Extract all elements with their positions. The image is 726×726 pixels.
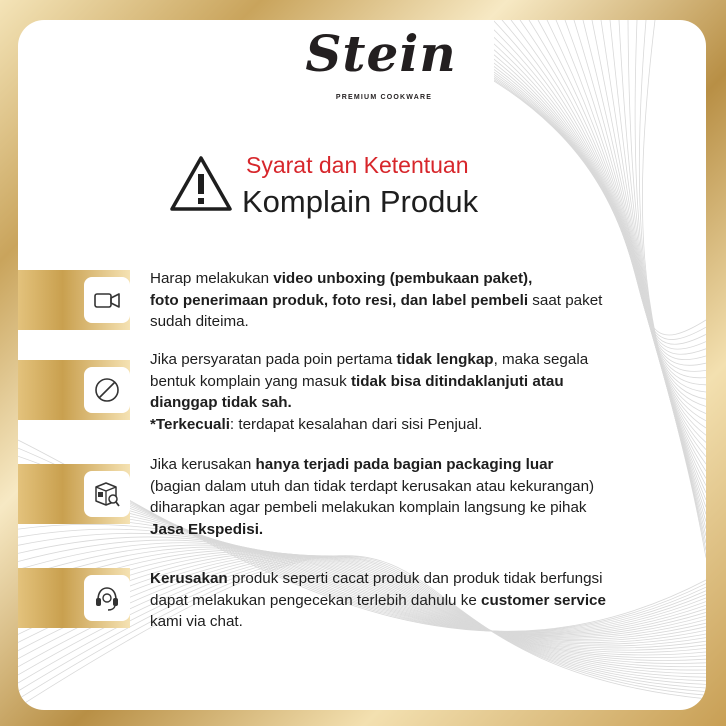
item-text-run: bentuk komplain yang masuk: [150, 372, 351, 390]
item-text-run: saat paket: [528, 291, 603, 309]
content-card: [18, 20, 706, 710]
item-text-run: , maka segala: [493, 351, 589, 368]
item-text-run: foto penerimaan produk, foto resi, dan label pembeli: [150, 291, 529, 309]
item-icon-box-2: [84, 367, 130, 413]
header: [168, 150, 588, 240]
item-text-3: [150, 454, 670, 540]
item-text-run: tidak lengkap: [396, 351, 494, 368]
prohibited-icon: [92, 375, 122, 405]
item-text-run: *Terkecuali: [150, 415, 230, 433]
item-text-run: Jika kerusakan: [150, 456, 256, 473]
item-text-1: [150, 268, 670, 333]
brand-tagline: PREMIUM COOKWARE: [335, 94, 433, 101]
damaged-package-icon: [92, 479, 122, 509]
item-text-4: [150, 568, 670, 633]
item-text-2: [150, 349, 670, 435]
brand-name: Stein: [305, 24, 457, 83]
item-icon-box-1: [84, 277, 130, 323]
item-text-run: Jasa Ekspedisi.: [150, 520, 264, 538]
brand-logo: [268, 20, 494, 122]
item-icon-box-4: [84, 575, 130, 621]
item-text-run: produk seperti cacat produk dan produk tidak berfungsi: [227, 570, 603, 587]
item-text-run: sudah diteima.: [150, 313, 249, 330]
item-icon-box-3: [84, 471, 130, 517]
customer-service-headset-icon: [92, 583, 122, 613]
item-text-run: dapat melakukan pengecekan terlebih dahulu ke: [150, 591, 481, 609]
item-text-run: hanya terjadi pada bagian packaging luar: [255, 456, 554, 473]
item-text-run: : terdapat kesalahan dari sisi Penjual.: [229, 415, 483, 433]
item-text-run: tidak bisa ditindaklanjuti atau: [350, 372, 564, 390]
item-text-run: video unboxing (pembukaan paket),: [273, 270, 533, 287]
subtitle: Syarat dan Ketentuan: [246, 152, 469, 178]
warning-triangle-icon: [168, 154, 234, 214]
video-camera-icon: [92, 285, 122, 315]
item-text-run: Kerusakan: [150, 570, 228, 587]
item-text-run: Harap melakukan: [150, 270, 274, 287]
item-text-run: kami via chat.: [150, 613, 243, 630]
item-text-run: customer service: [481, 591, 606, 609]
item-text-run: Jika persyaratan pada poin pertama: [150, 351, 397, 368]
item-text-run: (bagian dalam utuh dan tidak terdapt kerusakan atau kekurangan): [150, 477, 595, 495]
item-text-run: diharapkan agar pembeli melakukan komplain langsung ke pihak: [150, 499, 587, 516]
item-text-run: dianggap tidak sah.: [150, 394, 292, 411]
page-title: Komplain Produk: [242, 184, 479, 219]
